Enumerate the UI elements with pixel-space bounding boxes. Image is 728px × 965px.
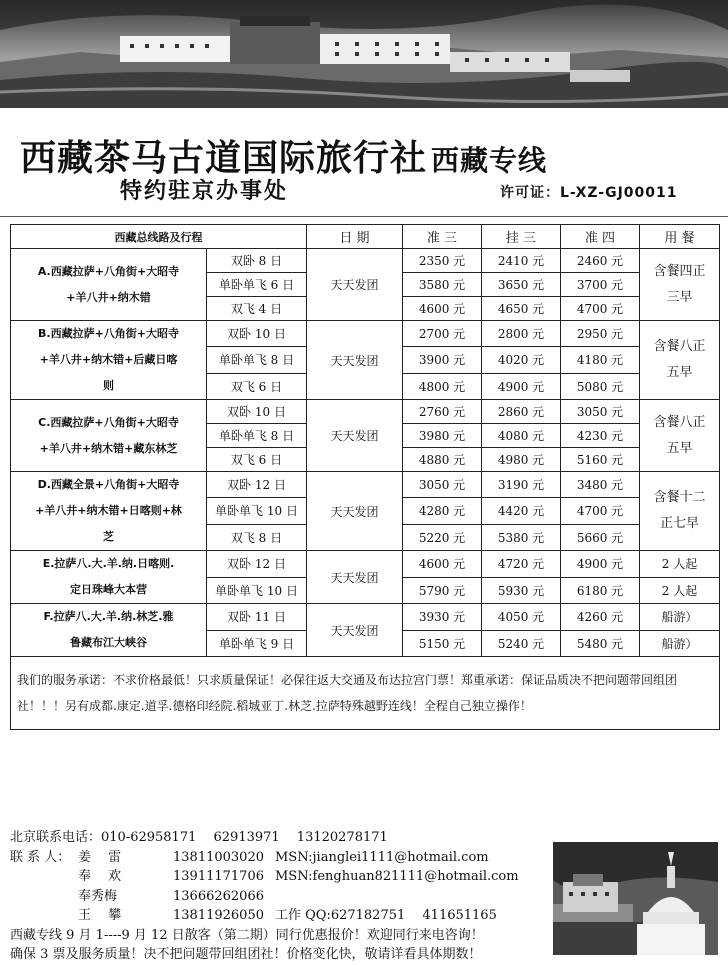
price-s3: 3050 元 — [403, 472, 482, 498]
departure-date: 天天发团 — [307, 249, 403, 321]
meal-cell: 船游） — [640, 630, 720, 657]
meal-line: 三早 — [666, 289, 693, 305]
header-s4: 准 四 — [561, 225, 640, 249]
price-s4: 3700 元 — [561, 273, 640, 297]
price-g3: 4650 元 — [482, 297, 561, 321]
contact-phone: 13666262066 — [173, 888, 264, 904]
trip-type: 双卧 8 日 — [207, 249, 307, 273]
price-g3: 2410 元 — [482, 249, 561, 273]
trip-type: 双卧 12 日 — [207, 472, 307, 498]
price-s3: 2760 元 — [403, 400, 482, 424]
table-row — [11, 604, 720, 631]
contact-block — [10, 828, 550, 965]
contact-extra: 工作 QQ:627182751 411651165 — [275, 908, 497, 923]
price-s4: 2460 元 — [561, 249, 640, 273]
trip-type: 双卧 10 日 — [207, 400, 307, 424]
route-cell — [11, 551, 207, 604]
departure-date: 天天发团 — [307, 472, 403, 551]
header — [0, 108, 728, 218]
price-g3: 2800 元 — [482, 321, 561, 347]
price-s3: 3930 元 — [403, 604, 482, 631]
phone-line: 北京联系电话：010-62958171 62913971 13120278171 — [10, 830, 388, 845]
meal-line: 含餐四正 — [653, 263, 706, 279]
route-line: E.拉萨八.大.羊.纳.日喀则. — [42, 557, 175, 570]
contact-extra: MSN:fenghuan821111@hotmail.com — [275, 869, 519, 884]
price-s4: 2950 元 — [561, 321, 640, 347]
notice-line-2: 确保 3 票及服务质量！决不把问题带回组团社！价格变化快，敬请详看具体期数！ — [10, 947, 482, 962]
route-line: 芝 — [103, 530, 114, 543]
header-date: 日 期 — [307, 225, 403, 249]
contact-person — [10, 887, 550, 907]
meal-cell: 2 人起 — [640, 577, 720, 604]
potala-stupa-photo — [553, 842, 718, 955]
price-s3: 2700 元 — [403, 321, 482, 347]
price-g3: 4020 元 — [482, 347, 561, 373]
contact-person — [10, 867, 550, 887]
price-s3: 3580 元 — [403, 273, 482, 297]
contact-name: 奉秀梅 — [78, 888, 118, 904]
price-s3: 5220 元 — [403, 524, 482, 550]
trip-type: 单卧单飞 6 日 — [207, 273, 307, 297]
price-s3: 4600 元 — [403, 551, 482, 578]
office-title: 特约驻京办事处 — [120, 179, 289, 204]
price-g3: 5240 元 — [482, 630, 561, 657]
meal-cell — [640, 400, 720, 472]
contact-phone: 13811926050 — [173, 908, 264, 923]
departure-date: 天天发团 — [307, 400, 403, 472]
price-s3: 4880 元 — [403, 448, 482, 472]
contact-name: 姜 雷 — [78, 849, 122, 865]
table-header-row — [11, 225, 720, 249]
price-s3: 4600 元 — [403, 297, 482, 321]
departure-date: 天天发团 — [307, 604, 403, 657]
route-cell — [11, 604, 207, 657]
route-line: F.拉萨八.大.羊.纳.林芝.雅 — [43, 610, 174, 623]
route-line: D.西藏全景+八角街+大昭寺 — [37, 478, 180, 491]
trip-type: 双飞 6 日 — [207, 373, 307, 399]
price-s3: 4280 元 — [403, 498, 482, 524]
company-title: 西藏茶马古道国际旅行社 西藏专线 — [20, 138, 548, 179]
contact-extra: MSN:jianglei1111@hotmail.com — [275, 849, 489, 865]
trip-type: 双卧 10 日 — [207, 321, 307, 347]
trip-type: 单卧单飞 10 日 — [207, 498, 307, 524]
contact-label: 联 系 人： — [10, 849, 71, 865]
trip-type: 单卧单飞 8 日 — [207, 347, 307, 373]
service-promise: 我们的服务承诺：不求价格最低！只求质量保证！必保往返大交通及布达拉宫门票！郑重承诺：保证品质决不把问题带回组团社！！！另有成都.康定.道孚.德格印经院.稻城亚丁.林芝.拉萨特殊越野连线！全程自己独立操作！ — [11, 657, 720, 730]
trip-type: 双卧 12 日 — [207, 551, 307, 578]
price-s4: 4180 元 — [561, 347, 640, 373]
table-row — [11, 321, 720, 347]
meal-cell: 船游） — [640, 604, 720, 631]
meal-line: 含餐八正 — [653, 414, 706, 430]
price-s4: 4700 元 — [561, 297, 640, 321]
route-line: 定日珠峰大本营 — [70, 583, 147, 596]
price-s3: 5790 元 — [403, 577, 482, 604]
price-s4: 5660 元 — [561, 524, 640, 550]
trip-type: 双飞 6 日 — [207, 448, 307, 472]
price-g3: 3650 元 — [482, 273, 561, 297]
route-line: 鲁藏布江大峡谷 — [70, 636, 147, 649]
meal-line: 含餐八正 — [653, 339, 706, 354]
price-s4: 4260 元 — [561, 604, 640, 631]
route-cell — [11, 249, 207, 321]
trip-type: 双卧 11 日 — [207, 604, 307, 631]
trip-type: 单卧单飞 8 日 — [207, 424, 307, 448]
price-s3: 3980 元 — [403, 424, 482, 448]
contact-person — [10, 848, 550, 868]
contact-phone: 13911171706 — [173, 869, 264, 884]
permit-number: 许可证：L-XZ-GJ00011 — [500, 185, 678, 201]
trip-type: 单卧单飞 10 日 — [207, 577, 307, 604]
departure-date: 天天发团 — [307, 551, 403, 604]
header-route: 西藏总线路及行程 — [11, 225, 307, 249]
price-s4: 4700 元 — [561, 498, 640, 524]
price-g3: 4980 元 — [482, 448, 561, 472]
price-table — [10, 224, 720, 730]
price-s4: 3480 元 — [561, 472, 640, 498]
price-s4: 3050 元 — [561, 400, 640, 424]
route-line: +羊八井+纳木错+藏东林芝 — [39, 441, 178, 455]
price-g3: 5380 元 — [482, 524, 561, 550]
price-g3: 5930 元 — [482, 577, 561, 604]
notice-line-1: 西藏专线 9 月 1----9 月 12 日散客（第二期）同行优惠报价！欢迎同行来电咨询！ — [10, 927, 484, 943]
meal-line: 五早 — [666, 440, 693, 456]
contact-name: 王 攀 — [78, 908, 122, 923]
trip-type: 单卧单飞 9 日 — [207, 630, 307, 657]
trip-type: 双飞 8 日 — [207, 524, 307, 550]
route-line: +羊八井+纳木错 — [66, 290, 151, 304]
trip-type: 双飞 4 日 — [207, 297, 307, 321]
price-s4: 6180 元 — [561, 577, 640, 604]
meal-line: 含餐十二 — [653, 490, 706, 505]
meal-cell — [640, 249, 720, 321]
price-g3: 4080 元 — [482, 424, 561, 448]
header-g3: 挂 三 — [482, 225, 561, 249]
price-s4: 4900 元 — [561, 551, 640, 578]
meal-cell — [640, 472, 720, 551]
route-cell — [11, 321, 207, 400]
price-g3: 4050 元 — [482, 604, 561, 631]
contact-phone: 13811003020 — [173, 849, 264, 865]
price-s3: 2350 元 — [403, 249, 482, 273]
route-line: A.西藏拉萨+八角街+大昭寺 — [37, 264, 180, 278]
contact-person — [10, 906, 550, 926]
route-line: B.西藏拉萨+八角街+大昭寺 — [38, 327, 179, 340]
price-s3: 4800 元 — [403, 373, 482, 399]
route-line: C.西藏拉萨+八角街+大昭寺 — [38, 415, 179, 429]
price-g3: 4420 元 — [482, 498, 561, 524]
price-g3: 4900 元 — [482, 373, 561, 399]
departure-date: 天天发团 — [307, 321, 403, 400]
route-cell — [11, 472, 207, 551]
price-s4: 5480 元 — [561, 630, 640, 657]
meal-cell: 2 人起 — [640, 551, 720, 578]
price-g3: 2860 元 — [482, 400, 561, 424]
table-row — [11, 249, 720, 273]
price-s3: 5150 元 — [403, 630, 482, 657]
table-row — [11, 472, 720, 498]
meal-cell — [640, 321, 720, 400]
price-g3: 4720 元 — [482, 551, 561, 578]
divider — [0, 216, 728, 217]
meal-line: 五早 — [666, 365, 693, 380]
table-row — [11, 551, 720, 578]
table-row — [11, 400, 720, 424]
route-line: +羊八井+纳木错+日喀则+林 — [35, 504, 182, 517]
price-s4: 4230 元 — [561, 424, 640, 448]
route-line: 则 — [103, 379, 114, 392]
route-cell — [11, 400, 207, 472]
meal-line: 正七早 — [659, 516, 699, 531]
price-s4: 5160 元 — [561, 448, 640, 472]
banner-photo-potala — [0, 0, 728, 108]
header-s3: 准 三 — [403, 225, 482, 249]
route-line: +羊八井+纳木错+后藏日喀 — [39, 353, 178, 366]
price-s4: 5080 元 — [561, 373, 640, 399]
header-meal: 用 餐 — [640, 225, 720, 249]
price-s3: 3900 元 — [403, 347, 482, 373]
contact-name: 奉 欢 — [78, 869, 122, 884]
price-g3: 3190 元 — [482, 472, 561, 498]
